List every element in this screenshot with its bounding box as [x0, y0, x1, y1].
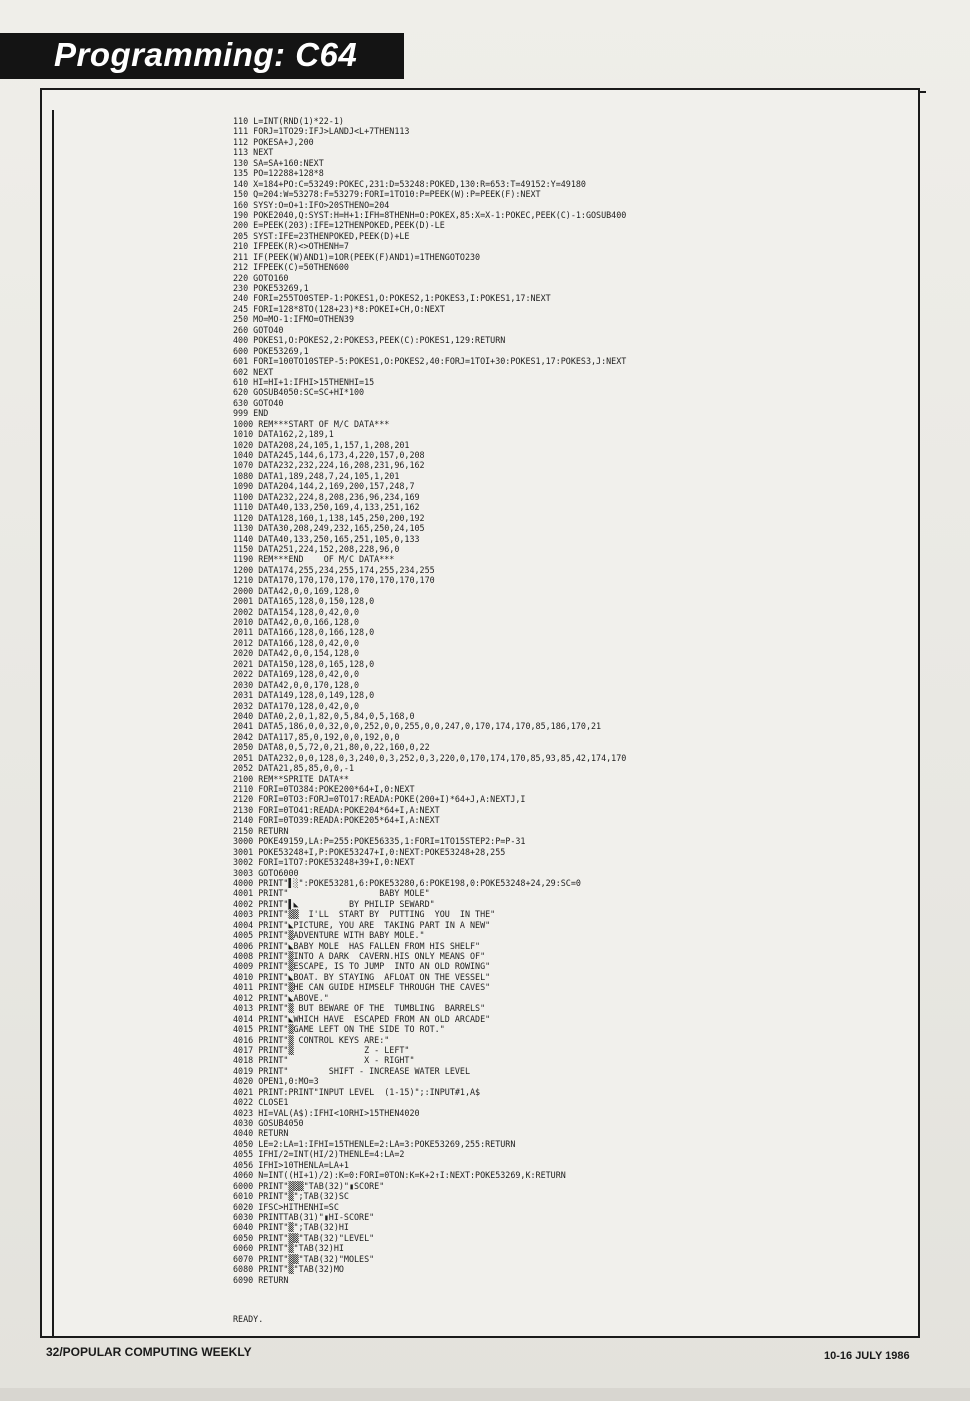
code-line: 2002 DATA154,128,0,42,0,0: [233, 606, 360, 617]
code-line: 3003 GOTO6000: [233, 867, 299, 878]
code-line: 6060 PRINT"▒"TAB(32)HI: [233, 1243, 344, 1254]
code-line: 2100 REM**SPRITE DATA**: [233, 773, 349, 784]
code-line: 111 FORJ=1TO29:IFJ>LANDJ<L+7THEN113: [233, 126, 410, 137]
code-line: 2010 DATA42,0,0,166,128,0: [233, 617, 360, 627]
code-line: 1140 DATA40,133,250,165,251,105,0,133: [233, 533, 420, 544]
code-line: 1210 DATA170,170,170,170,170,170,170,170: [233, 575, 435, 586]
code-line: 2110 FORI=0TO384:POKE200*64+I,0:NEXT: [233, 784, 415, 794]
code-line: 610 HI=HI+1:IFHI>15THENHI=15: [233, 376, 375, 387]
code-line: 6020 IFSC>HITHENHI=SC: [233, 1201, 339, 1212]
code-line: 4019 PRINT" SHIFT - INCREASE WATER LEVEL: [233, 1065, 470, 1076]
code-line: 4008 PRINT"▒INTO A DARK CAVERN.HIS ONLY MEANS OF": [233, 951, 486, 961]
code-line: 601 FORI=100TO10STEP-5:POKES1,O:POKES2,40:FORJ=1TOI+30:POKES1,17:POKES3,J:NEXT: [233, 356, 627, 367]
code-line: 1070 DATA232,232,224,16,208,231,96,162: [233, 460, 425, 471]
code-line: 4060 N=INT((HI+1)/2):K=0:FORI=0TON:K=K+2↑I:NEXT:POKE53269,K:RETURN: [233, 1170, 566, 1181]
code-line: 4003 PRINT"▒▒ I'LL START BY PUTTING YOU IN THE": [233, 909, 496, 920]
folio-publication: 32/POPULAR COMPUTING WEEKLY: [46, 1345, 252, 1359]
code-line: 4014 PRINT"◣WHICH HAVE ESCAPED FROM AN OLD ARCADE": [233, 1013, 491, 1024]
code-line: 1000 REM***START OF M/C DATA***: [233, 418, 390, 429]
code-line: 1150 DATA251,224,152,208,228,96,0: [233, 543, 400, 554]
code-line: 2030 DATA42,0,0,170,128,0: [233, 679, 360, 690]
code-line: 2050 DATA8,0,5,72,0,21,80,0,22,160,0,22: [233, 742, 430, 753]
ready-prompt: READY.: [233, 1314, 264, 1324]
code-line: 1100 DATA232,224,8,208,236,96,234,169: [233, 491, 420, 502]
code-line: 4022 CLOSE1: [233, 1097, 289, 1108]
code-line: 4001 PRINT" BABY MOLE": [233, 888, 430, 899]
frame-inner-rule: [52, 110, 54, 1338]
section-title: Programming: C64: [54, 36, 358, 73]
code-line: 4002 PRINT"▌◣ BY PHILIP SEWARD": [233, 898, 435, 909]
code-line: 600 POKE53269,1: [233, 345, 309, 356]
code-line: 2040 DATA0,2,0,1,82,0,5,84,0,5,168,0: [233, 710, 415, 721]
code-line: 2042 DATA117,85,0,192,0,0,192,0,0: [233, 731, 400, 742]
code-line: 200 E=PEEK(203):IFE=12THENPOKED,PEEK(D)-LE: [233, 220, 445, 231]
code-line: 4012 PRINT"◣ABOVE.": [233, 992, 329, 1003]
code-line: 2150 RETURN: [233, 825, 289, 836]
code-line: 4011 PRINT"▒HE CAN GUIDE HIMSELF THROUGH THE CAVES": [233, 982, 491, 993]
code-line: 4055 IFHI/2=INT(HI/2)THENLE=4:LA=2: [233, 1149, 405, 1160]
code-line: 4015 PRINT"▒GAME LEFT ON THE SIDE TO ROT.": [233, 1024, 445, 1035]
code-line: 2021 DATA150,128,0,165,128,0: [233, 658, 375, 669]
code-line: 230 POKE53269,1: [233, 283, 309, 293]
code-line: 4021 PRINT:PRINT"INPUT LEVEL (1-15)";:INPUT#1,A$: [233, 1086, 481, 1097]
code-line: 6080 PRINT"▒"TAB(32)MO: [233, 1264, 344, 1275]
code-line: 2031 DATA149,128,0,149,128,0: [233, 690, 375, 701]
code-line: 130 SA=SA+160:NEXT: [233, 157, 324, 168]
program-listing: [233, 116, 913, 1285]
code-line: 999 END: [233, 408, 269, 419]
code-line: 1080 DATA1,189,248,7,24,105,1,201: [233, 470, 400, 481]
code-line: 2120 FORI=0TO3:FORJ=0TO17:READA:POKE(200+I)*64+J,A:NEXTJ,I: [233, 794, 526, 805]
code-line: 1090 DATA204,144,2,169,200,157,248,7: [233, 481, 415, 492]
code-line: 190 POKE2040,Q:SYST:H=H+1:IFH=8THENH=O:POKEX,85:X=X-1:POKEC,PEEK(C)-1:GOSUB400: [233, 209, 627, 220]
code-line: 6040 PRINT"▒";TAB(32)HI: [233, 1222, 349, 1233]
code-line: 4018 PRINT" X - RIGHT": [233, 1055, 415, 1066]
code-line: 4016 PRINT"▒ CONTROL KEYS ARE:": [233, 1034, 390, 1045]
code-line: 112 POKESA+J,200: [233, 136, 314, 147]
code-line: 110 L=INT(RND(1)*22-1): [233, 116, 344, 126]
code-line: 1110 DATA40,133,250,169,4,133,251,162: [233, 502, 420, 513]
code-line: 2011 DATA166,128,0,166,128,0: [233, 627, 375, 638]
code-line: 4009 PRINT"▒ESCAPE, IS TO JUMP INTO AN OLD ROWING": [233, 961, 491, 972]
code-line: 260 GOTO40: [233, 324, 284, 335]
code-line: 3000 POKE49159,LA:P=255:POKE56335,1:FORI=1TO15STEP2:P=P-31: [233, 836, 526, 847]
code-line: 210 IFPEEK(R)<>OTHENH=7: [233, 241, 349, 252]
code-line: 1040 DATA245,144,6,173,4,220,157,0,208: [233, 450, 425, 460]
code-line: 4056 IFHI>10THENLA=LA+1: [233, 1159, 349, 1170]
code-line: 4030 GOSUB4050: [233, 1118, 304, 1128]
code-line: 4050 LE=2:LA=1:IFHI=15THENLE=2:LA=3:POKE53269,255:RETURN: [233, 1138, 516, 1149]
code-line: 135 PO=12288+128*8: [233, 168, 324, 179]
code-line: 6010 PRINT"▒";TAB(32)SC: [233, 1191, 349, 1202]
code-line: 2001 DATA165,128,0,150,128,0: [233, 596, 375, 607]
page-bottom-edge: [0, 1388, 970, 1401]
code-line: 2052 DATA21,85,85,0,0,-1: [233, 763, 355, 774]
code-line: 220 GOTO160: [233, 272, 289, 283]
code-line: 2020 DATA42,0,0,154,128,0: [233, 648, 360, 659]
code-line: 4040 RETURN: [233, 1128, 289, 1139]
code-line: 6030 PRINTTAB(31)"▮HI-SCORE": [233, 1211, 375, 1222]
code-line: 2130 FORI=0TO41:READA:POKE204*64+I,A:NEXT: [233, 804, 440, 815]
code-line: 150 Q=204:W=53278:F=53279:FORI=1TO10:P=PEEK(W):P=PEEK(F):NEXT: [233, 189, 541, 200]
code-line: 4005 PRINT"▒ADVENTURE WITH BABY MOLE.": [233, 930, 425, 941]
code-line: 2140 FORI=0TO39:READA:POKE205*64+I,A:NEXT: [233, 815, 440, 826]
code-line: 4013 PRINT"▒ BUT BEWARE OF THE TUMBLING BARRELS": [233, 1003, 486, 1014]
code-line: 240 FORI=255TO0STEP-1:POKES1,O:POKES2,1:POKES3,I:POKES1,17:NEXT: [233, 293, 551, 304]
code-line: 211 IF(PEEK(W)AND1)=1OR(PEEK(F)AND1)=1THENGOTO230: [233, 251, 481, 262]
code-line: 4010 PRINT"◣BOAT. BY STAYING AFLOAT ON THE VESSEL": [233, 971, 491, 982]
code-line: 4017 PRINT"▒ Z - LEFT": [233, 1044, 410, 1055]
code-line: 1020 DATA208,24,105,1,157,1,208,201: [233, 439, 410, 450]
code-line: 4023 HI=VAL(A$):IFHI<1ORHI>15THEN4020: [233, 1107, 420, 1118]
code-line: 2041 DATA5,186,0,0,32,0,0,252,0,0,255,0,0,247,0,170,174,170,85,186,170,21: [233, 721, 602, 732]
code-line: 6090 RETURN: [233, 1274, 289, 1285]
code-line: 1120 DATA128,160,1,138,145,250,200,192: [233, 512, 425, 523]
code-line: 160 SYSY:O=O+1:IFO>20STHENO=204: [233, 199, 390, 210]
code-line: 4020 OPEN1,0:MO=3: [233, 1076, 319, 1087]
code-line: 4004 PRINT"◣PICTURE, YOU ARE TAKING PART IN A NEW": [233, 919, 491, 930]
code-line: 2032 DATA170,128,0,42,0,0: [233, 700, 360, 711]
folio-date: 10-16 JULY 1986: [824, 1350, 910, 1362]
code-line: 6000 PRINT"▒▒▒"TAB(32)"▮SCORE": [233, 1180, 385, 1191]
code-line: 245 FORI=128*8TO(128+23)*8:POKEI+CH,O:NEXT: [233, 303, 445, 314]
code-line: 400 POKES1,O:POKES2,2:POKES3,PEEK(C):POKES1,129:RETURN: [233, 335, 506, 346]
code-line: 6070 PRINT"▒▒"TAB(32)"MOLES": [233, 1253, 375, 1264]
code-line: 140 X=184+PO:C=53249:POKEC,231:D=53248:POKED,130:R=653:T=49152:Y=49180: [233, 178, 586, 189]
code-line: 2051 DATA232,0,0,128,0,3,240,0,3,252,0,3,220,0,170,174,170,85,93,85,42,174,170: [233, 752, 627, 763]
code-line: 4006 PRINT"◣BABY MOLE HAS FALLEN FROM HIS SHELF": [233, 940, 481, 951]
code-line: 620 GOSUB4050:SC=SC+HI*100: [233, 387, 365, 398]
code-line: 630 GOTO40: [233, 397, 284, 408]
code-line: 2000 DATA42,0,0,169,128,0: [233, 585, 360, 596]
code-line: 4000 PRINT"▌░":POKE53281,6:POKE53280,6:POKE198,0:POKE53248+24,29:SC=0: [233, 877, 581, 888]
code-line: 6050 PRINT"▒▒"TAB(32)"LEVEL": [233, 1232, 375, 1243]
code-line: 1130 DATA30,208,249,232,165,250,24,105: [233, 523, 425, 534]
code-line: 2022 DATA169,128,0,42,0,0: [233, 669, 360, 680]
code-line: 602 NEXT: [233, 366, 274, 377]
code-line: 1200 DATA174,255,234,255,174,255,234,255: [233, 564, 435, 575]
code-line: 1010 DATA162,2,189,1: [233, 429, 334, 440]
code-line: 3002 FORI=1TO7:POKE53248+39+I,0:NEXT: [233, 857, 415, 868]
code-line: 3001 POKE53248+I,P:POKE53247+I,0:NEXT:POKE53248+28,255: [233, 846, 506, 857]
code-line: 250 MO=MO-1:IFMO=OTHEN39: [233, 314, 355, 325]
code-line: 2012 DATA166,128,0,42,0,0: [233, 637, 360, 648]
code-line: 205 SYST:IFE=23THENPOKED,PEEK(D)+LE: [233, 230, 410, 241]
code-line: 212 IFPEEK(C)=50THEN600: [233, 262, 349, 273]
code-line: 113 NEXT: [233, 147, 274, 158]
code-line: 1190 REM***END OF M/C DATA***: [233, 554, 395, 565]
